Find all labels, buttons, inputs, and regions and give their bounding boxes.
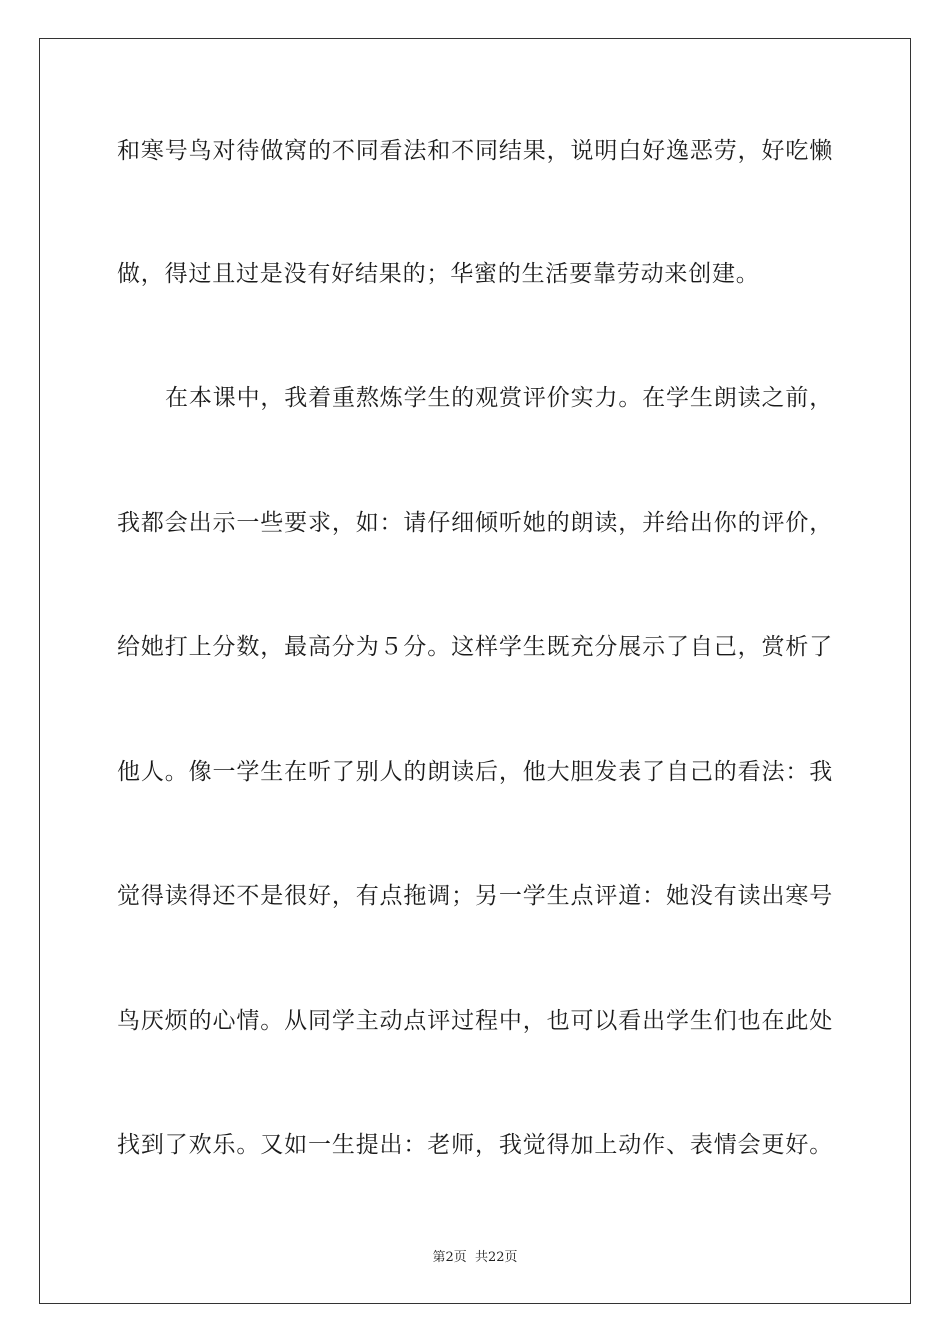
paragraph-line: 在本课中，我着重熬炼学生的观赏评价实力。在学生朗读之前，: [165, 385, 833, 411]
paragraph-line: 觉得读得还不是很好，有点拖调；另一学生点评道：她没有读出寒号: [117, 883, 833, 909]
paragraph-line: 找到了欢乐。又如一生提出：老师，我觉得加上动作、表情会更好。: [117, 1132, 833, 1158]
page-total: 共22页: [474, 1250, 518, 1265]
paragraph-line: 和寒号鸟对待做窝的不同看法和不同结果，说明白好逸恶劳，好吃懒: [117, 138, 833, 164]
paragraph-line: 给她打上分数，最高分为５分。这样学生既充分展示了自己，赏析了: [117, 634, 833, 660]
page-number: 第2页: [432, 1250, 467, 1265]
paragraph-line: 我都会出示一些要求，如：请仔细倾听她的朗读，并给出你的评价，: [117, 510, 833, 536]
page-frame: [39, 38, 911, 1304]
paragraph-line: 做，得过且过是没有好结果的；华蜜的生活要靠劳动来创建。: [117, 261, 760, 287]
page-footer: [0, 1246, 950, 1265]
paragraph-line: 鸟厌烦的心情。从同学主动点评过程中，也可以看出学生们也在此处: [117, 1008, 833, 1034]
paragraph-line: 他人。像一学生在听了别人的朗读后，他大胆发表了自己的看法：我: [117, 759, 833, 785]
